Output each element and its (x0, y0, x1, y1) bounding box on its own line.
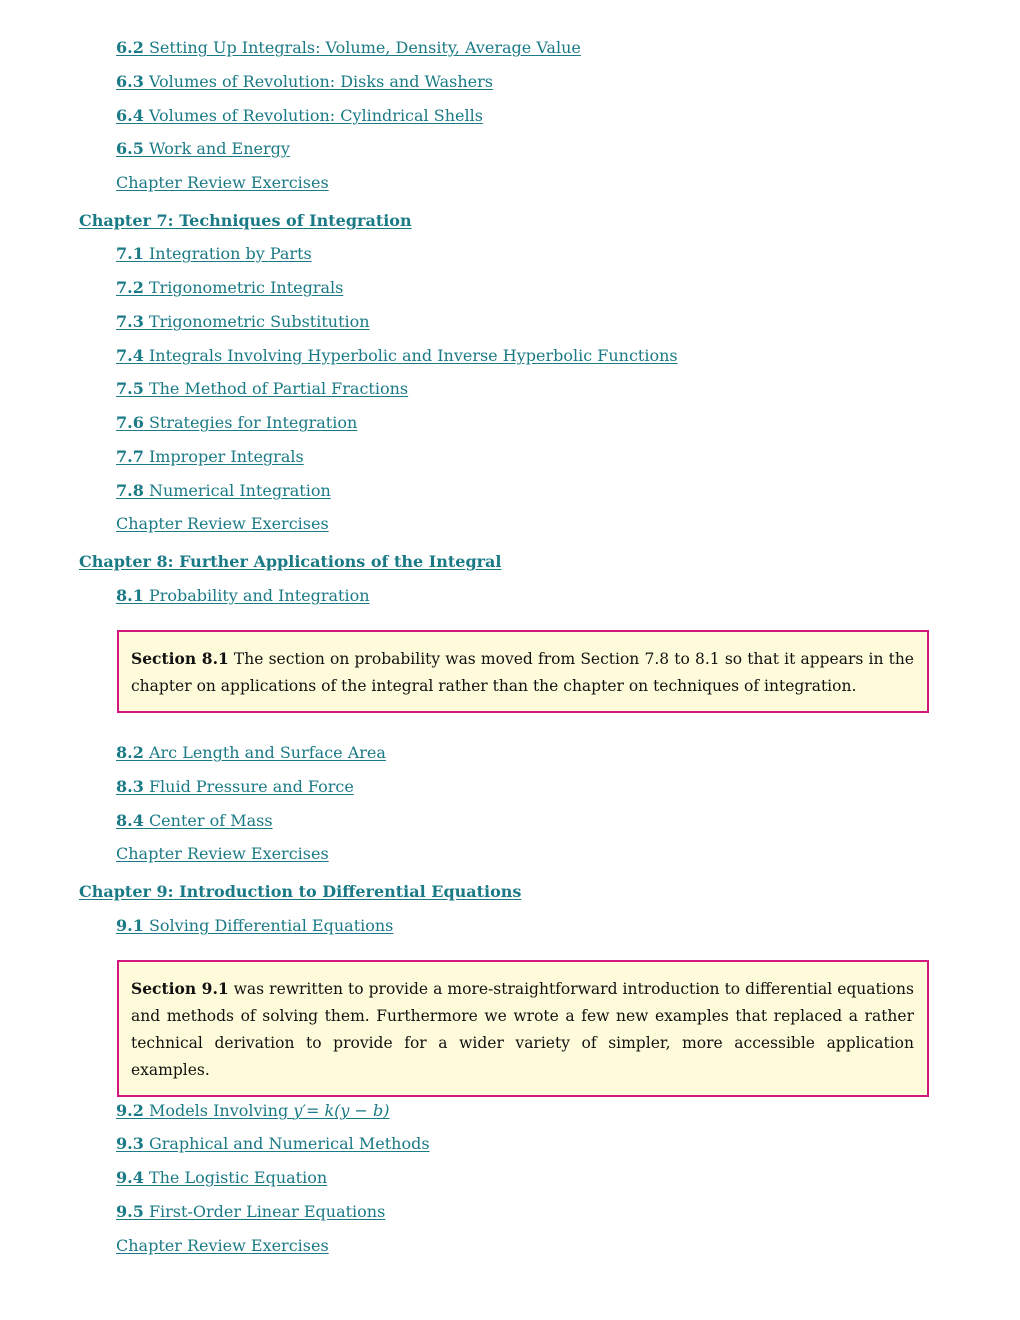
section-number: 6.2 (116, 38, 144, 57)
section-number: 9.4 (116, 1168, 144, 1187)
section-title: The Method of Partial Fractions (148, 379, 409, 398)
section-number: 9.5 (116, 1202, 144, 1221)
toc-link-chapter-7[interactable]: Chapter 7: Techniques of Integration (79, 211, 412, 230)
section-number: 9.1 (116, 916, 144, 935)
section-number: 6.4 (116, 106, 144, 125)
section-number: 9.3 (116, 1134, 144, 1153)
section-number: 7.8 (116, 481, 144, 500)
section-title: Integrals Involving Hyperbolic and Inverse Hyperbolic Functions (148, 346, 678, 365)
toc-link-6-3[interactable] (116, 72, 493, 92)
section-title: Strategies for Integration (148, 413, 358, 432)
section-number: 7.3 (116, 312, 144, 331)
section-title: Integration by Parts (148, 244, 312, 263)
toc-link-7-1[interactable] (116, 244, 312, 264)
toc-link-9-4[interactable] (116, 1168, 327, 1188)
section-number: 8.4 (116, 811, 144, 830)
section-title: First-Order Linear Equations (148, 1202, 386, 1221)
section-title: Center of Mass (148, 811, 273, 830)
toc-link-chapter-8[interactable]: Chapter 8: Further Applications of the Integral (79, 552, 502, 571)
toc-link-8-2[interactable] (116, 743, 386, 763)
section-title: Solving Differential Equations (148, 916, 394, 935)
section-title: Numerical Integration (148, 481, 331, 500)
note-text: The section on probability was moved from Section 7.8 to 8.1 so that it appears in the chapter on applications of the integral rather than the chapter on techniques of integration. (131, 650, 914, 695)
toc-link-8-3[interactable] (116, 777, 354, 797)
section-number: 8.1 (116, 586, 144, 605)
toc-link-6-4[interactable] (116, 106, 483, 126)
section-title: Graphical and Numerical Methods (148, 1134, 430, 1153)
toc-link-chapter-9[interactable]: Chapter 9: Introduction to Differential Equations (79, 882, 522, 901)
revision-note-9-1 (117, 960, 929, 1097)
toc-link-7-7[interactable] (116, 447, 304, 467)
section-number: 7.1 (116, 244, 144, 263)
section-number: 9.2 (116, 1101, 144, 1120)
section-number: 7.7 (116, 447, 144, 466)
math-expression: y′= k(y − b) (293, 1101, 390, 1120)
section-title: Work and Energy (148, 139, 290, 158)
toc-link-9-2[interactable] (116, 1101, 389, 1121)
toc-link-8-4[interactable] (116, 811, 273, 831)
toc-link-ch6-review[interactable]: Chapter Review Exercises (116, 173, 329, 192)
note-lead: Section 9.1 (131, 979, 229, 998)
note-text: was rewritten to provide a more-straightforward introduction to differential equations and methods of solving them. Furthermore we wrote a few new examples that replaced a rather technical derivation to provide for a wider variety of simpler, more accessible application examples. (131, 980, 914, 1079)
note-lead: Section 8.1 (131, 649, 229, 668)
section-number: 7.5 (116, 379, 144, 398)
toc-link-7-3[interactable] (116, 312, 370, 332)
section-title: Improper Integrals (148, 447, 304, 466)
toc-link-8-1[interactable] (116, 586, 370, 606)
section-number: 6.3 (116, 72, 144, 91)
toc-link-9-3[interactable] (116, 1134, 430, 1154)
toc-link-7-2[interactable] (116, 278, 343, 298)
revision-note-8-1 (117, 630, 929, 713)
section-title: Trigonometric Integrals (148, 278, 344, 297)
section-title: Volumes of Revolution: Disks and Washers (148, 72, 493, 91)
section-number: 7.4 (116, 346, 144, 365)
toc-link-7-6[interactable] (116, 413, 357, 433)
toc-link-ch7-review[interactable]: Chapter Review Exercises (116, 514, 329, 533)
toc-link-9-5[interactable] (116, 1202, 385, 1222)
section-title: Models Involving (148, 1101, 294, 1120)
toc-link-ch9-review[interactable]: Chapter Review Exercises (116, 1236, 329, 1255)
section-title: Arc Length and Surface Area (148, 743, 386, 762)
toc-link-9-1[interactable] (116, 916, 393, 936)
section-number: 7.2 (116, 278, 144, 297)
toc-link-7-5[interactable] (116, 379, 408, 399)
section-number: 8.3 (116, 777, 144, 796)
section-title: Fluid Pressure and Force (148, 777, 354, 796)
section-title: Setting Up Integrals: Volume, Density, Average Value (148, 38, 581, 57)
toc-link-ch8-review[interactable]: Chapter Review Exercises (116, 844, 329, 863)
toc-link-7-4[interactable] (116, 346, 678, 366)
section-title: Trigonometric Substitution (148, 312, 370, 331)
section-title: The Logistic Equation (148, 1168, 328, 1187)
toc-link-7-8[interactable] (116, 481, 331, 501)
section-number: 6.5 (116, 139, 144, 158)
section-number: 7.6 (116, 413, 144, 432)
toc-link-6-5[interactable] (116, 139, 290, 159)
section-number: 8.2 (116, 743, 144, 762)
toc-link-6-2[interactable] (116, 38, 581, 58)
section-title: Probability and Integration (148, 586, 370, 605)
section-title: Volumes of Revolution: Cylindrical Shells (148, 106, 483, 125)
